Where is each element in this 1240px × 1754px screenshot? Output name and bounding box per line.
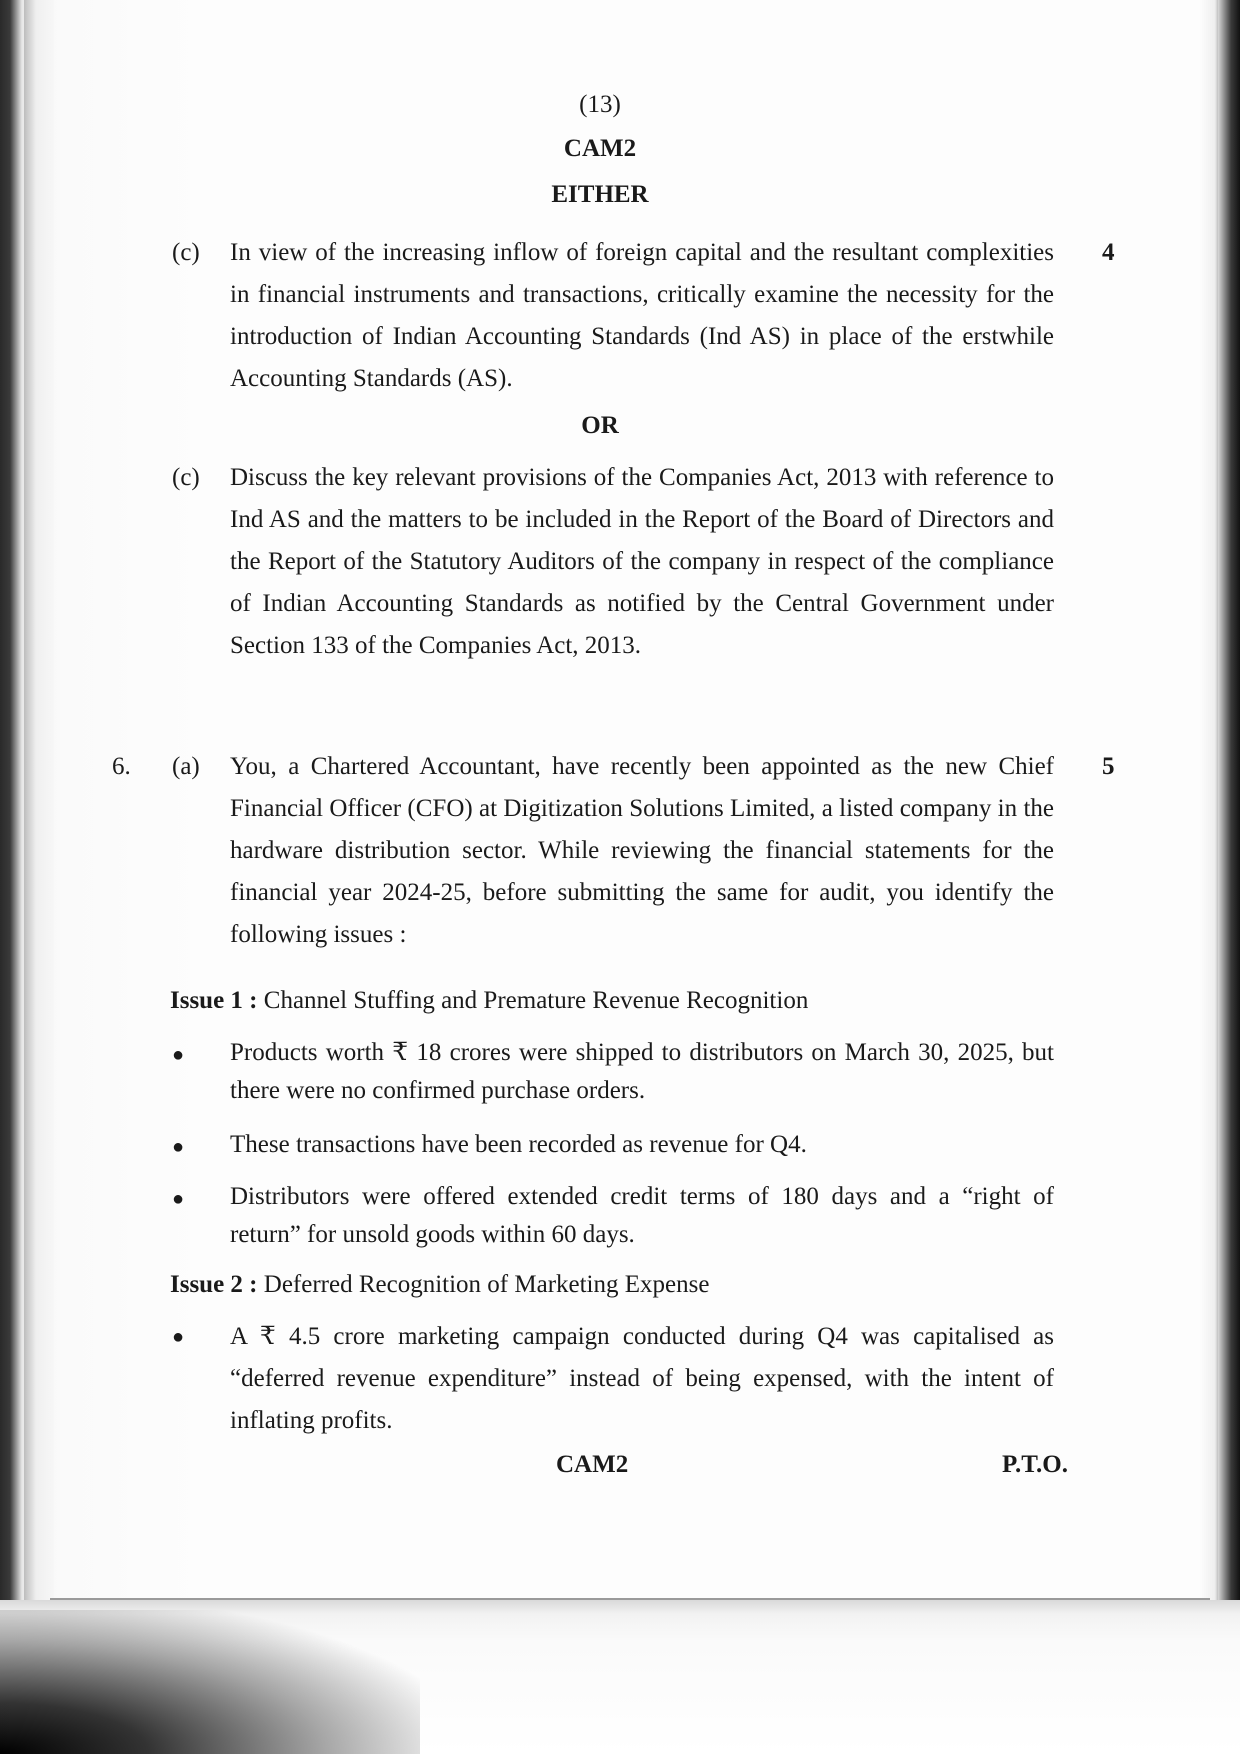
bullet-icon: ● <box>172 1136 185 1158</box>
corner-shadow <box>0 1610 420 1754</box>
q6-number: 6. <box>112 753 131 780</box>
issue1-bullet-1: Products worth ₹ 18 crores were shipped to distributors on March 30, 2025, but there were no confirmed purchase orders. <box>230 1039 1054 1104</box>
issue1-heading <box>170 980 1070 1022</box>
or-heading: OR <box>581 412 619 439</box>
issue1-title: Channel Stuffing and Premature Revenue Recognition <box>263 987 809 1014</box>
q6a-marks: 5 <box>1102 753 1115 780</box>
issue2-label: Issue 2 : <box>170 1271 258 1298</box>
issue1-label: Issue 1 : <box>170 987 258 1014</box>
issue2-bullet-1: A ₹ 4.5 crore marketing campaign conducted during Q4 was capitalised as “deferred revenue expenditure” instead of being expensed, with the intent of inflating profits. <box>230 1323 1054 1434</box>
page-number: (13) <box>579 91 621 118</box>
q6a-label: (a) <box>172 753 200 780</box>
footer-paper-code: CAM2 <box>556 1451 629 1478</box>
q5c-or-label: (c) <box>172 464 200 491</box>
issue2-heading <box>170 1264 1070 1306</box>
issue1-bullet-3: Distributors were offered extended credit terms of 180 days and a “right of return” for unsold goods within 60 days. <box>230 1183 1054 1248</box>
q5c-or-text: Discuss the key relevant provisions of the Companies Act, 2013 with reference to Ind AS and the matters to be included in the Report of the Board of Directors and the Report of the Statutory Auditors of the company in respect of the compliance of Indian Accounting Standards as notified by the Central Government under Section 133 of the Companies Act, 2013. <box>230 464 1054 659</box>
footer-pto: P.T.O. <box>1002 1451 1068 1478</box>
bullet-icon: ● <box>172 1188 185 1210</box>
q5c-either-marks: 4 <box>1102 239 1115 266</box>
paper-code-header: CAM2 <box>563 135 637 162</box>
bullet-icon: ● <box>172 1044 185 1066</box>
either-heading: EITHER <box>551 181 649 208</box>
issue1-bullet-2: These transactions have been recorded as revenue for Q4. <box>230 1131 807 1158</box>
q5c-either-text: In view of the increasing inflow of foreign capital and the resultant complexities in financial instruments and transactions, critically examine the necessity for the introduction of Indian Accounting Standards (Ind AS) in place of the erstwhile Accounting Standards (AS). <box>230 239 1054 392</box>
issue2-title: Deferred Recognition of Marketing Expense <box>263 1271 710 1298</box>
q6a-text: You, a Chartered Accountant, have recently been appointed as the new Chief Financial Officer (CFO) at Digitization Solutions Limited, a listed company in the hardware distribution sector. While reviewing the financial statements for the financial year 2024-25, before submitting the same for audit, you identify the following issues : <box>230 753 1054 948</box>
bullet-icon: ● <box>172 1326 185 1348</box>
q5c-either-label: (c) <box>172 239 200 266</box>
